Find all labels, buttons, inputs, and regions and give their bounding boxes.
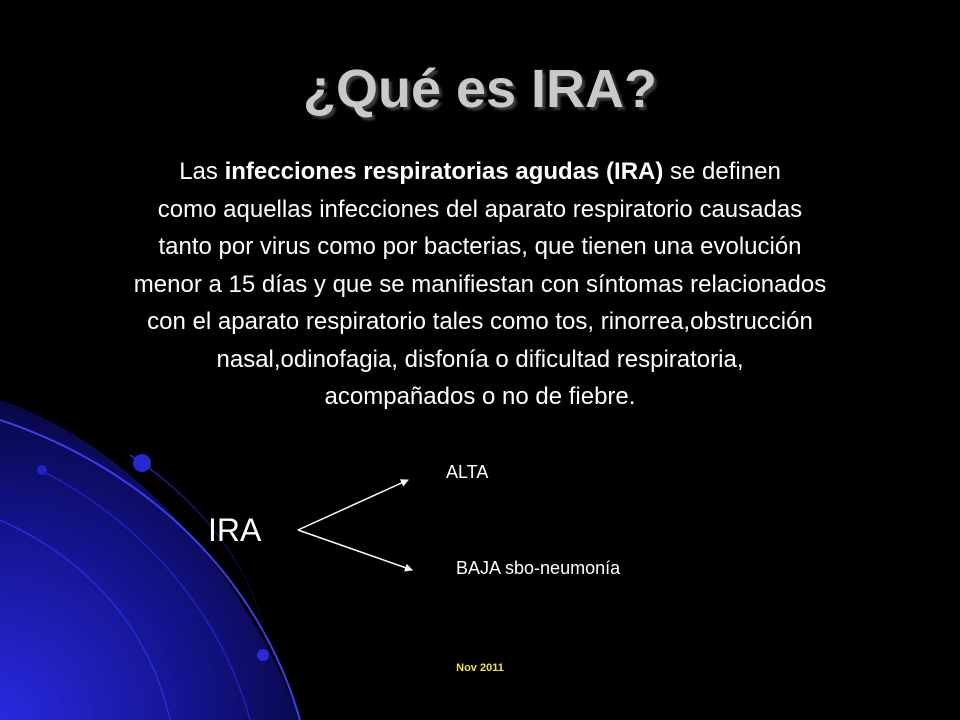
definition-line: menor a 15 días y que se manifiestan con síntomas relacionados [133, 270, 827, 298]
footer-date: Nov 2011 [456, 662, 504, 674]
definition-line: se definen [663, 158, 781, 185]
diagram-branch-baja: BAJA sbo-neumonía [456, 558, 621, 578]
diagram-root-label: IRA [208, 512, 262, 548]
definition-line: acompañados o no de fiebre. [324, 383, 636, 410]
definition-intro: Las [179, 158, 225, 185]
definition-line: como aquellas infecciones del aparato respiratorio causadas [157, 195, 803, 223]
arrow-to-alta [298, 480, 408, 530]
arrow-to-baja [298, 530, 412, 570]
definition-line: tanto por virus como por bacterias, que tienen una evolución [158, 233, 802, 260]
diagram-branch-alta: ALTA [446, 462, 489, 482]
definition-line: nasal,odinofagia, disfonía o dificultad respiratoria, [216, 345, 744, 373]
definition-term: infecciones respiratorias agudas (IRA) [224, 158, 664, 185]
definition-line: con el aparato respiratorio tales como tos, rinorrea,obstrucción [147, 308, 813, 335]
slide-title: ¿Qué es IRA? [302, 59, 658, 119]
